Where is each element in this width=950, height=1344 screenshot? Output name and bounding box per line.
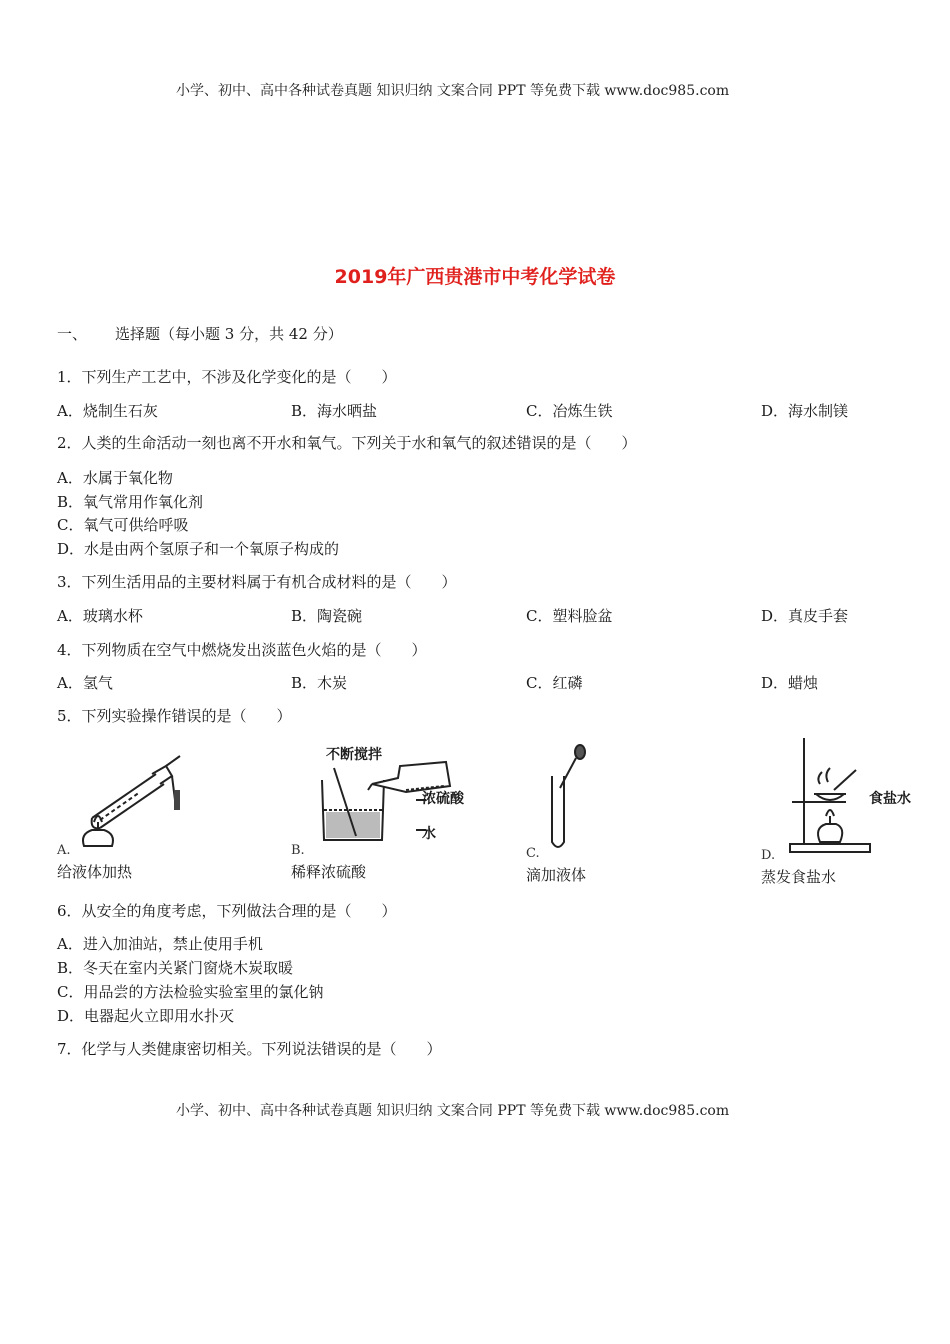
section-heading: 选择题（每小题 3 分，共 42 分） xyxy=(115,325,343,343)
option-c: C．红磷 xyxy=(526,674,583,692)
page-header: 小学、初中、高中各种试卷真题 知识归纳 文案合同 PPT 等免费下载 www.doc985.com xyxy=(176,83,730,99)
figure-c-letter: C. xyxy=(526,846,540,861)
option-a: A．氢气 xyxy=(57,674,113,692)
figure-d-label-saltwater: 食盐水 xyxy=(869,791,911,807)
question-stem: 2．人类的生命活动一刻也离不开水和氧气。下列关于水和氧气的叙述错误的是（ ） xyxy=(57,434,637,452)
page-footer: 小学、初中、高中各种试卷真题 知识归纳 文案合同 PPT 等免费下载 www.doc985.com xyxy=(176,1103,730,1119)
figure-b-label-acid: 浓硫酸 xyxy=(422,791,464,807)
page-title: 2019年广西贵港市中考化学试卷 xyxy=(334,266,616,288)
option-a: A．进入加油站，禁止使用手机 xyxy=(57,935,263,953)
question-stem: 1．下列生产工艺中，不涉及化学变化的是（ ） xyxy=(57,368,397,386)
figure-heating-liquid xyxy=(70,750,190,850)
option-a: A．玻璃水杯 xyxy=(57,607,143,625)
option-b: B．冬天在室内关紧门窗烧木炭取暖 xyxy=(57,959,294,977)
figure-d-caption: 蒸发食盐水 xyxy=(761,868,837,886)
option-b: B．氧气常用作氧化剂 xyxy=(57,493,204,511)
option-b: B．木炭 xyxy=(291,674,348,692)
figure-a-caption: 给液体加热 xyxy=(57,863,133,881)
figure-b-label-stir: 不断搅拌 xyxy=(326,747,382,763)
question-stem: 3．下列生活用品的主要材料属于有机合成材料的是（ ） xyxy=(57,573,457,591)
option-a: A．烧制生石灰 xyxy=(57,402,158,420)
figure-c-caption: 滴加液体 xyxy=(526,866,587,884)
figure-dropper xyxy=(540,744,600,854)
option-d: D．海水制镁 xyxy=(761,402,849,420)
option-c: C．塑料脸盆 xyxy=(526,607,613,625)
question-stem: 7．化学与人类健康密切相关。下列说法错误的是（ ） xyxy=(57,1040,442,1058)
section-number: 一、 xyxy=(57,325,88,343)
option-d: D．真皮手套 xyxy=(761,607,849,625)
figure-b-letter: B. xyxy=(291,843,305,858)
option-c: C．冶炼生铁 xyxy=(526,402,613,420)
figure-b-caption: 稀释浓硫酸 xyxy=(291,863,367,881)
figure-d-letter: D. xyxy=(761,848,776,863)
option-d: D．水是由两个氢原子和一个氧原子构成的 xyxy=(57,540,340,558)
option-b: B．陶瓷碗 xyxy=(291,607,363,625)
option-b: B．海水晒盐 xyxy=(291,402,378,420)
option-d: D．电器起火立即用水扑灭 xyxy=(57,1007,235,1025)
option-a: A．水属于氧化物 xyxy=(57,469,173,487)
figure-a-letter: A. xyxy=(57,843,71,858)
figure-b-label-water: 水 xyxy=(422,826,436,842)
option-c: C．氧气可供给呼吸 xyxy=(57,516,189,534)
question-stem: 5．下列实验操作错误的是（ ） xyxy=(57,707,292,725)
option-c: C．用品尝的方法检验实验室里的氯化钠 xyxy=(57,983,324,1001)
figure-evaporation xyxy=(786,734,876,858)
option-d: D．蜡烛 xyxy=(761,674,819,692)
question-stem: 6．从安全的角度考虑，下列做法合理的是（ ） xyxy=(57,902,397,920)
question-stem: 4．下列物质在空气中燃烧发出淡蓝色火焰的是（ ） xyxy=(57,641,427,659)
